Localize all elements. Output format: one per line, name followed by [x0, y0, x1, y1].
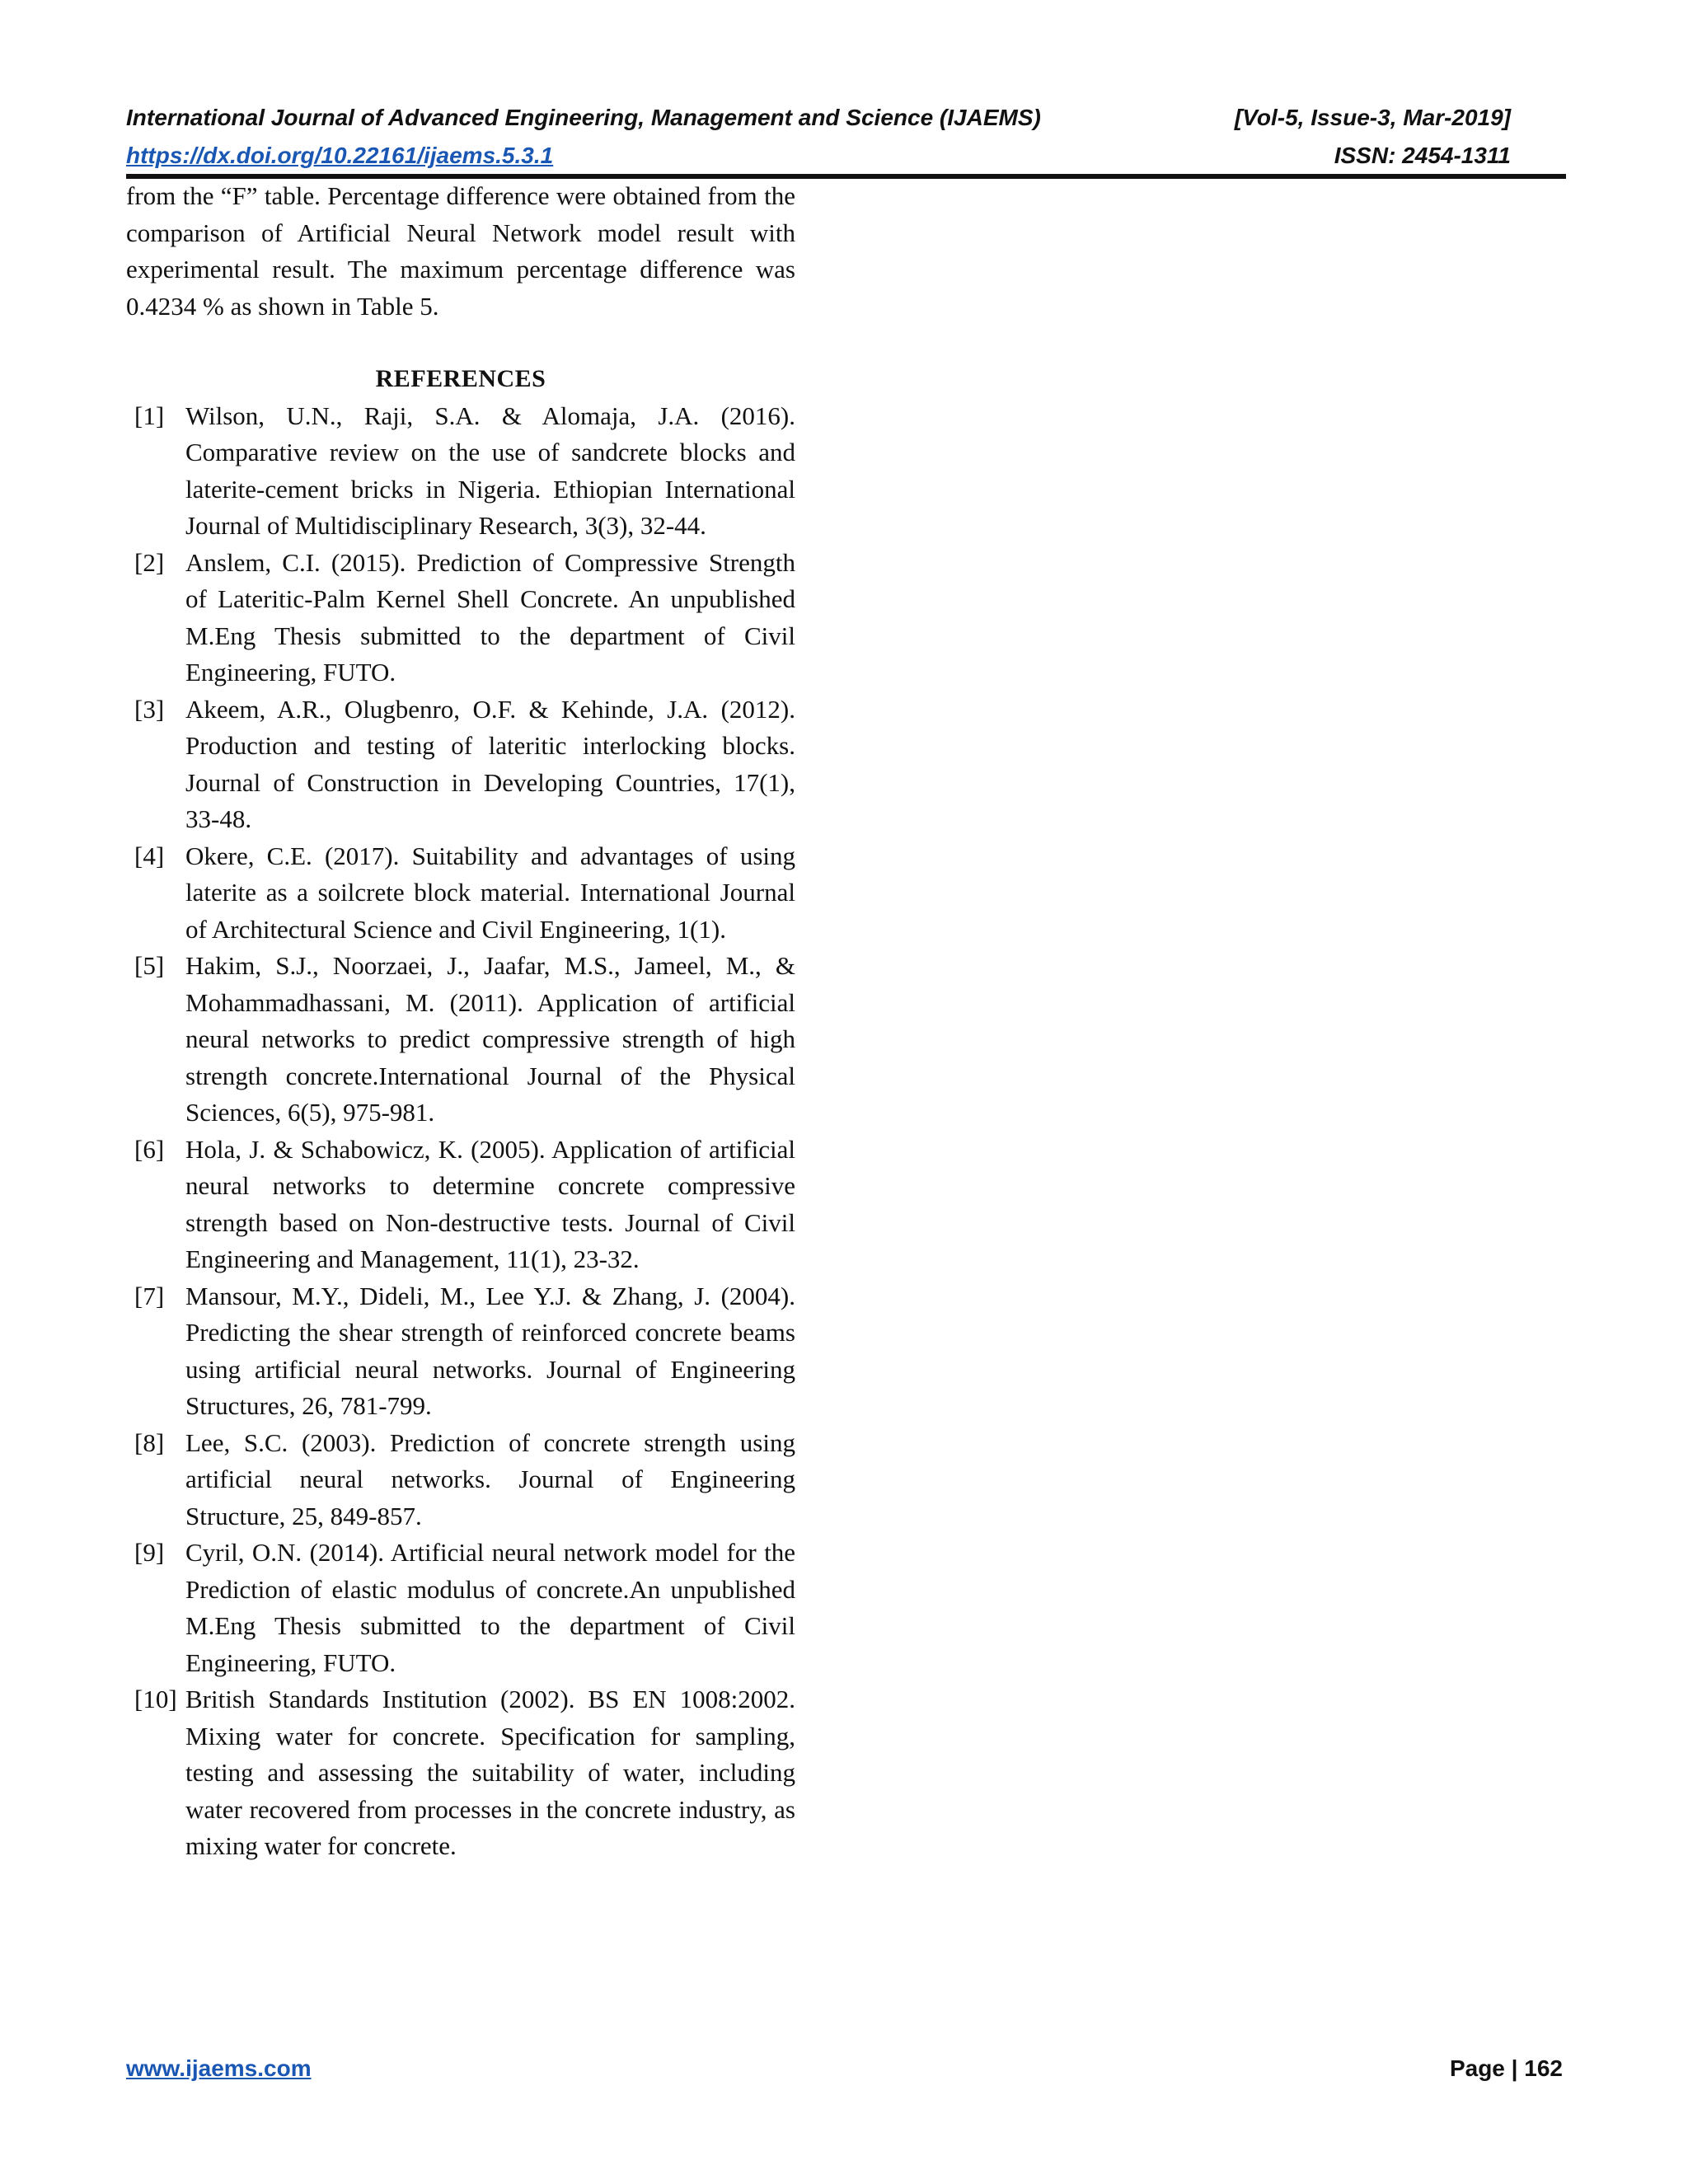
page-header [126, 99, 1511, 175]
volume-issue: [Vol-5, Issue-3, Mar-2019] [1234, 105, 1511, 130]
reference-number: [8] [134, 1427, 165, 1457]
reference-text: Wilson, U.N., Raji, S.A. & Alomaja, J.A. (2016). Comparative review on the use of sandcrete blocks and laterite-cement bricks in Nigeria. Ethiopian International Journal of Multidisciplinary Research, 3(3), 32-44. [185, 401, 795, 540]
reference-text: Anslem, C.I. (2015). Prediction of Compressive Strength of Lateritic-Palm Kernel Shell Concrete. An unpublished M.Eng Thesis submitted to the department of Civil Engineering, FUTO. [185, 547, 795, 687]
reference-number: [3] [134, 694, 165, 724]
intro-paragraph: from the “F” table. Percentage difference were obtained from the comparison of Artificial Neural Network model result with experimental result. The maximum percentage difference was 0.4234 % as shown in Table 5. [126, 181, 795, 321]
issn: ISSN: 2454-1311 [1334, 143, 1511, 168]
reference-text: Akeem, A.R., Olugbenro, O.F. & Kehinde, J.A. (2012). Production and testing of lateritic interlocking blocks. Journal of Construction in Developing Countries, 17(1), 33-48. [185, 694, 795, 833]
reference-text: Okere, C.E. (2017). Suitability and advantages of using laterite as a soilcrete block material. International Journal of Architectural Science and Civil Engineering, 1(1). [185, 841, 795, 944]
reference-text: Hola, J. & Schabowicz, K. (2005). Application of artificial neural networks to determine concrete compressive strength based on Non-destructive tests. Journal of Civil Engineering and Management, 11(1), 23-32. [185, 1134, 795, 1273]
reference-text: Mansour, M.Y., Dideli, M., Lee Y.J. & Zhang, J. (2004). Predicting the shear strength of reinforced concrete beams using artificial neural networks. Journal of Engineering Structures, 26, 781-799. [185, 1281, 795, 1420]
reference-text: Cyril, O.N. (2014). Artificial neural network model for the Prediction of elastic modulus of concrete.An unpublished M.Eng Thesis submitted to the department of Civil Engineering, FUTO. [185, 1538, 795, 1677]
reference-item [126, 838, 795, 949]
reference-item [126, 545, 795, 691]
reference-text: Hakim, S.J., Noorzaei, J., Jaafar, M.S., Jameel, M., & Mohammadhassani, M. (2011). Application of artificial neural networks to predict compressive strength of high strength concrete.International Journal of the Physical Sciences, 6(5), 975-981. [185, 951, 795, 1127]
page-footer [126, 2052, 1563, 2085]
references-heading: REFERENCES [375, 365, 546, 392]
reference-item [126, 398, 795, 545]
reference-number: [7] [134, 1281, 165, 1310]
left-column [126, 178, 795, 1865]
doi-link[interactable]: https://dx.doi.org/10.22161/ijaems.5.3.1 [126, 143, 554, 168]
website-link[interactable]: www.ijaems.com [126, 2055, 312, 2081]
header-row-bottom [126, 137, 1511, 175]
reference-text: British Standards Institution (2002). BS EN 1008:2002. Mixing water for concrete. Specification for sampling, testing and assessing the suitability of water, including water recovered from processes in the concrete industry, as mixing water for concrete. [185, 1685, 795, 1860]
reference-item [126, 1278, 795, 1425]
reference-item [126, 1132, 795, 1278]
reference-item [126, 1681, 795, 1865]
reference-number: [9] [134, 1538, 165, 1567]
page-number: Page | 162 [1449, 2055, 1563, 2081]
reference-number: [10] [134, 1685, 177, 1713]
references-list [126, 398, 795, 1865]
reference-number: [5] [134, 951, 165, 980]
reference-item [126, 1425, 795, 1535]
reference-text: Lee, S.C. (2003). Prediction of concrete strength using artificial neural networks. Journal of Engineering Structure, 25, 849-857. [185, 1427, 795, 1530]
reference-item [126, 691, 795, 838]
reference-number: [1] [134, 401, 165, 430]
reference-number: [4] [134, 841, 165, 870]
header-row-top [126, 99, 1511, 137]
reference-item [126, 948, 795, 1132]
reference-number: [2] [134, 547, 165, 577]
reference-item [126, 1535, 795, 1681]
journal-title: International Journal of Advanced Engineering, Management and Science (IJAEMS) [126, 105, 1041, 130]
reference-number: [6] [134, 1134, 165, 1164]
